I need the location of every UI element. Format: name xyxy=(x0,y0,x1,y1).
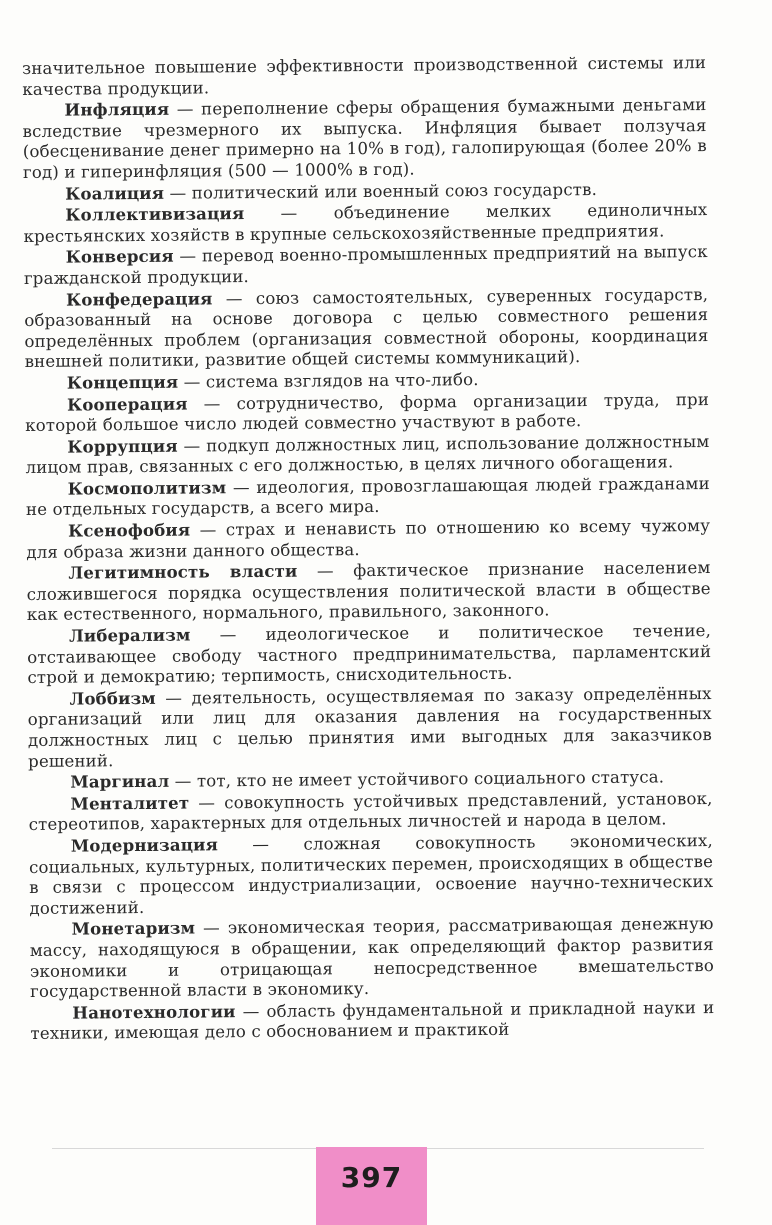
glossary-definition: — экономическая теория, рассматривающая денежную массу, находящуюся в обращении, как определяющий фактор развития экономики и отрицающая непосредственное вмешательство государственной власти в экономику. xyxy=(29,914,715,1002)
glossary-term: Нанотехнологии xyxy=(72,1000,236,1023)
glossary-definition: — подкуп должностных лиц, использование должностным лицом прав, связанных с его должностью, в целях личного обогащения. xyxy=(25,431,710,478)
glossary-term: Концепция xyxy=(66,371,179,393)
page-number: 397 xyxy=(340,1161,403,1194)
glossary-entry xyxy=(30,997,714,1045)
glossary-term: Космополитизм xyxy=(67,477,227,499)
glossary-definition: — фактическое признание населением сложившегося порядка осуществления политической власти в обществе как естественного, нормального, правильного, законного. xyxy=(26,558,711,625)
glossary-definition: — сотрудничество, форма организации труда, при которой большое число людей совместно участвуют в работе. xyxy=(25,389,710,436)
glossary-definition: — идеологическое и политическое течение, отстаивающее свободу частного предпринимательства, парламентский строй и демократию; терпимость, снисходительность. xyxy=(27,621,712,688)
glossary-entry xyxy=(27,620,712,689)
glossary-term: Ксенофобия xyxy=(68,519,191,541)
glossary-term: Конфедерация xyxy=(66,287,213,310)
glossary-term: Коррупция xyxy=(67,435,178,457)
glossary-entry xyxy=(28,788,712,836)
glossary-entry xyxy=(26,473,710,521)
glossary-term: Легитимность власти xyxy=(68,560,298,583)
glossary-definition: — тот, кто не имеет устойчивого социального статуса. xyxy=(169,767,665,791)
glossary-definition: — союз самостоятельных, суверенных государств, образованный на основе договора с целью совместного решения определённых проблем (организация совместной обороны, координация внешней политики, развитие общей системы коммуникаций). xyxy=(24,284,709,372)
glossary-term: Конверсия xyxy=(65,246,174,267)
glossary-definition: — перевод военно-промышленных предприятий на выпуск гражданской продукции. xyxy=(23,242,708,288)
glossary-entry xyxy=(24,284,709,373)
glossary-definition: — страх и ненависть по отношению ко всему чужому для образа жизни данного общества. xyxy=(26,516,711,562)
intro-text: значительное повышение эффективности производственной системы или качества продукции. xyxy=(22,53,707,99)
glossary-entry xyxy=(25,389,709,437)
page-number-box xyxy=(316,1147,427,1225)
glossary-definition: — деятельность, осуществляемая по заказу определённых организаций или лиц для оказания давления на государственных должностных лиц с целью принятия ими выгодных для заказчиков решений. xyxy=(27,683,713,771)
glossary-entries xyxy=(22,94,714,1045)
glossary-entry xyxy=(24,241,708,289)
glossary-term: Маргинал xyxy=(70,770,170,792)
glossary-entry xyxy=(22,94,707,183)
glossary-term: Либерализм xyxy=(68,624,191,646)
glossary-definition: — область фундаментальной и прикладной науки и техники, имеющая дело с обоснованием и практикой xyxy=(30,997,715,1044)
glossary-definition: — объединение мелких единоличных крестьянских хозяйств в крупные сельскохозяйственные предприятия. xyxy=(23,200,708,246)
glossary-definition: — сложная совокупность экономических, социальных, культурных, политических перемен, происходящих в обществе в связи с процессом индустриализации, освоение научно-технических достижений. xyxy=(28,830,714,918)
glossary-definition: — система взглядов на что-либо. xyxy=(178,369,479,392)
glossary-term: Модернизация xyxy=(70,834,219,856)
glossary-definition: — совокупность устойчивых представлений, установок, стереотипов, характерных для отдельных личностей и народа в целом. xyxy=(28,788,713,835)
glossary-definition: — переполнение сферы обращения бумажными деньгами вследствие чрезмерного их выпуска. Инфляция бывает ползучая (обесценивание денег примерно на 10% в год), галопирующая (более 20% в год) и гиперинфляция (500 — 1000% в год). xyxy=(22,95,707,182)
glossary-entry xyxy=(26,515,710,563)
glossary-entry xyxy=(29,830,714,919)
glossary-entry xyxy=(25,431,709,479)
glossary-entry xyxy=(30,913,715,1002)
glossary-entry xyxy=(26,557,711,626)
glossary-term: Коллективизация xyxy=(65,203,245,225)
glossary-term: Коалиция xyxy=(65,182,165,204)
glossary-term: Инфляция xyxy=(64,98,170,120)
glossary-definition: — политический или военный союз государств. xyxy=(164,179,598,203)
glossary-term: Менталитет xyxy=(70,792,190,814)
glossary-entry xyxy=(27,683,712,772)
glossary-term: Лоббизм xyxy=(69,687,156,709)
glossary-text xyxy=(22,53,715,1045)
glossary-entry xyxy=(23,199,707,247)
glossary-definition: — идеология, провозглашающая людей гражданами не отдельных государств, а всего мира. xyxy=(25,473,710,520)
glossary-term: Кооперация xyxy=(66,393,188,415)
glossary-term: Монетаризм xyxy=(71,917,196,939)
